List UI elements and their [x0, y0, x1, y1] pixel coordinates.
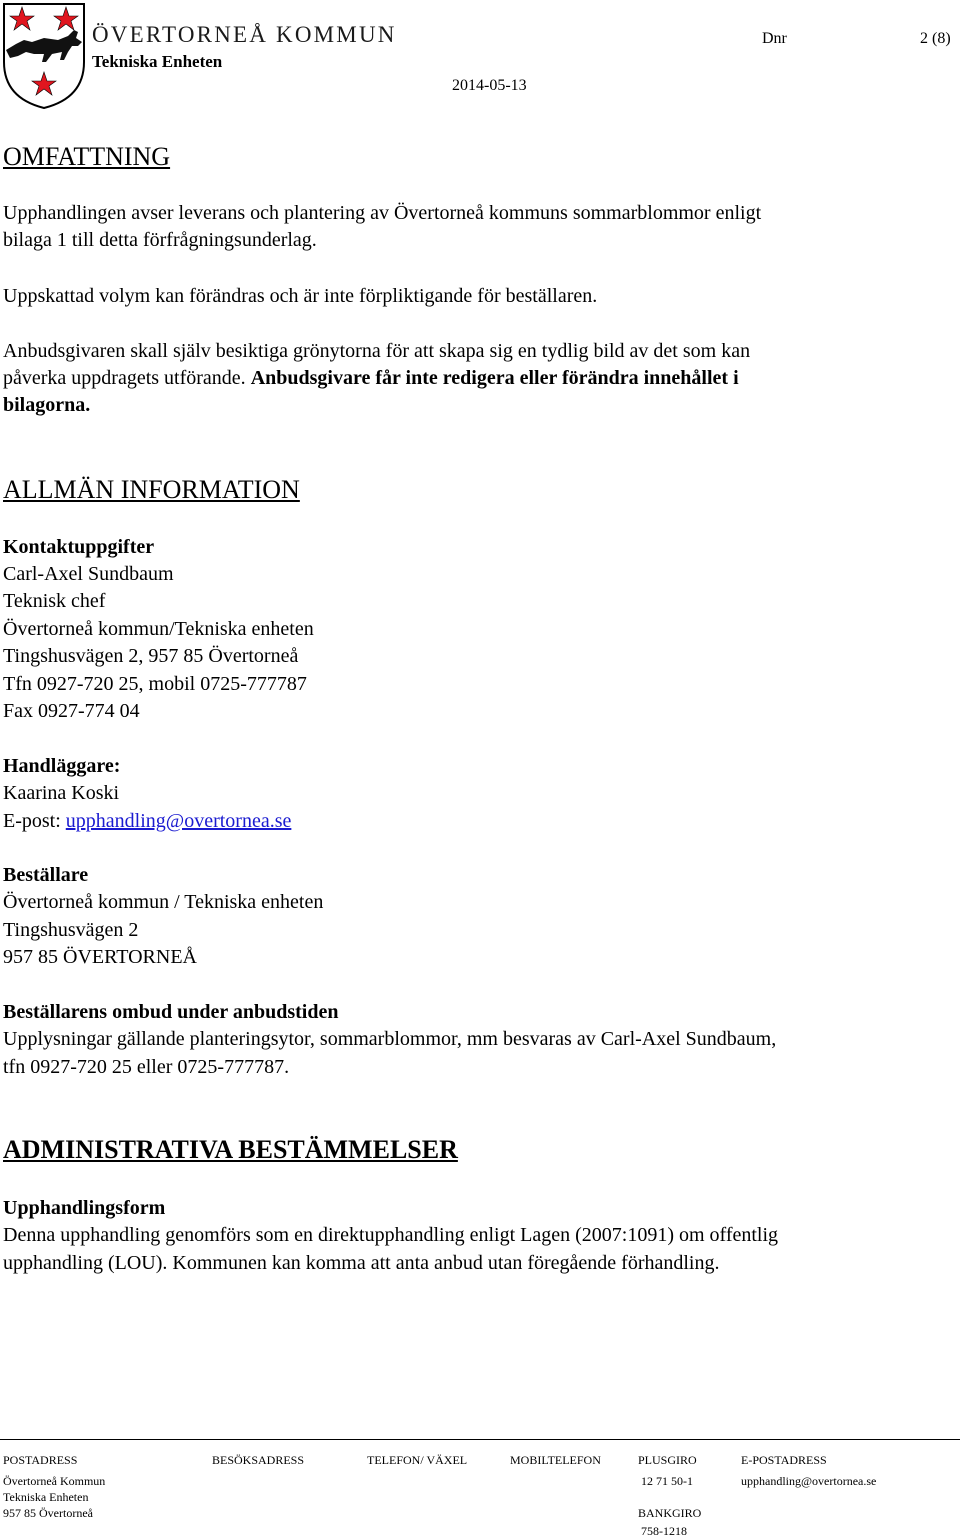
footer-email-value: upphandling@overtornea.se — [741, 1474, 877, 1488]
contact-name: Carl-Axel Sundbaum — [3, 563, 174, 585]
handlaggare-name: Kaarina Koski — [3, 782, 120, 804]
upphandlingsform-label: Upphandlingsform — [3, 1197, 166, 1219]
ombud-label: Beställarens ombud under anbudstiden — [3, 1001, 339, 1023]
kontaktuppgifter-label: Kontaktuppgifter — [3, 536, 155, 558]
footer-post-line-3: 957 85 Övertorneå — [3, 1506, 93, 1520]
omfattning-paragraph-3-line-2 — [3, 365, 739, 393]
omfattning-paragraph-1-line-1: Upphandlingen avser leverans och plantering av Övertorneå kommuns sommarblommor enligt — [3, 202, 762, 224]
footer-post-line-1: Övertorneå Kommun — [3, 1474, 106, 1488]
omfattning-paragraph-1-line-2: bilaga 1 till detta förfrågningsunderlag. — [3, 229, 317, 251]
municipality-coat-of-arms-logo — [2, 2, 86, 110]
section-heading-omfattning: OMFATTNING — [3, 142, 171, 171]
email-link[interactable]: upphandling@overtornea.se — [65, 810, 292, 832]
bestallare-organization: Övertorneå kommun / Tekniska enheten — [3, 891, 324, 913]
footer-bankgiro-label: BANKGIRO — [638, 1506, 702, 1520]
page-number: 2 (8) — [920, 30, 951, 47]
footer-divider — [0, 1439, 960, 1440]
contact-address: Tingshusvägen 2, 957 85 Övertorneå — [3, 645, 299, 667]
ombud-text-line-2: tfn 0927-720 25 eller 0725-777787. — [3, 1056, 290, 1078]
ombud-text-line-1: Upplysningar gällande planteringsytor, sommarblommor, mm besvaras av Carl-Axel Sundbaum, — [3, 1028, 777, 1050]
omfattning-paragraph-3-line-3: bilagorna. — [3, 394, 91, 416]
section-heading-administrativa-bestammelser: ADMINISTRATIVA BESTÄMMELSER — [3, 1135, 458, 1164]
contact-phone: Tfn 0927-720 25, mobil 0725-777787 — [3, 673, 307, 695]
section-heading-allman-information: ALLMÄN INFORMATION — [3, 475, 300, 504]
footer-col-postadress: POSTADRESS — [3, 1453, 78, 1467]
dnr-label: Dnr — [762, 30, 787, 47]
footer-col-telefon: TELEFON/ VÄXEL — [367, 1453, 468, 1467]
footer-bankgiro-value: 758-1218 — [641, 1524, 687, 1538]
omfattning-paragraph-3-line-1: Anbudsgivaren skall själv besiktiga grönytorna för att skapa sig en tydlig bild av det som kan — [3, 340, 751, 362]
footer-col-besoksadress: BESÖKSADRESS — [212, 1453, 305, 1467]
footer-col-plusgiro: PLUSGIRO — [638, 1453, 697, 1467]
email-label: E-post: — [3, 810, 66, 832]
contact-title: Teknisk chef — [3, 590, 106, 612]
department-name: Tekniska Enheten — [92, 52, 223, 71]
bestallare-postal: 957 85 ÖVERTORNEÅ — [3, 946, 197, 968]
contact-fax: Fax 0927-774 04 — [3, 700, 140, 722]
organization-name: ÖVERTORNEÅ KOMMUN — [92, 22, 397, 47]
contact-organization: Övertorneå kommun/Tekniska enheten — [3, 618, 314, 640]
upphandlingsform-text-line-1: Denna upphandling genomförs som en direktupphandling enligt Lagen (2007:1091) om offentlig — [3, 1224, 779, 1246]
omfattning-paragraph-3-bold-text: Anbudsgivare får inte redigera eller förändra innehållet i — [250, 367, 739, 389]
bestallare-street: Tingshusvägen 2 — [3, 919, 139, 941]
footer-plusgiro-value: 12 71 50-1 — [641, 1474, 693, 1488]
document-date: 2014-05-13 — [452, 77, 527, 94]
handlaggare-label: Handläggare: — [3, 755, 121, 777]
footer-col-mobiltelefon: MOBILTELEFON — [510, 1453, 601, 1467]
footer-post-line-2: Tekniska Enheten — [3, 1490, 89, 1504]
bestallare-label: Beställare — [3, 864, 89, 886]
handlaggare-email-line — [3, 808, 291, 836]
footer-col-epostadress: E-POSTADRESS — [741, 1453, 827, 1467]
omfattning-paragraph-3-normal-text: påverka uppdragets utförande. — [3, 367, 246, 389]
upphandlingsform-text-line-2: upphandling (LOU). Kommunen kan komma att anta anbud utan föregående förhandling. — [3, 1252, 720, 1274]
omfattning-paragraph-2: Uppskattad volym kan förändras och är inte förpliktigande för beställaren. — [3, 285, 598, 307]
